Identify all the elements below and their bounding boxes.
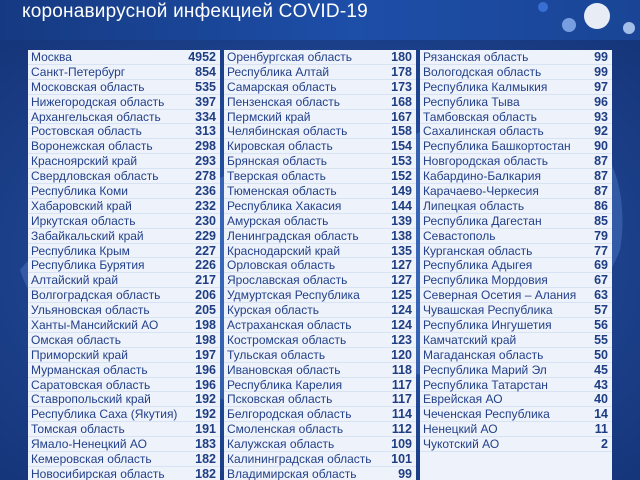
case-count: 56 <box>594 317 608 332</box>
region-name: Ямало-Ненецкий АО <box>31 437 147 452</box>
case-count: 206 <box>195 288 216 303</box>
table-row <box>224 184 416 199</box>
region-name: Брянская область <box>227 154 327 169</box>
case-count: 85 <box>594 213 608 228</box>
case-count: 79 <box>594 228 608 243</box>
region-name: Республика Дагестан <box>423 213 542 228</box>
case-count: 182 <box>195 466 216 480</box>
table-row <box>224 214 416 229</box>
table-row <box>224 348 416 363</box>
region-name: Ленинградская область <box>227 228 359 243</box>
region-name: Тверская область <box>227 169 326 184</box>
case-count: 125 <box>391 288 412 303</box>
region-name: Красноярский край <box>31 154 138 169</box>
region-name: Томская область <box>31 422 125 437</box>
case-count: 120 <box>391 347 412 362</box>
region-name: Свердловская область <box>31 169 159 184</box>
case-count: 92 <box>594 124 608 139</box>
region-name: Ивановская область <box>227 362 341 377</box>
table-row <box>28 184 220 199</box>
table-row <box>28 303 220 318</box>
case-count: 232 <box>195 198 216 213</box>
region-name: Курганская область <box>423 243 533 258</box>
case-count: 313 <box>195 124 216 139</box>
region-name: Сахалинская область <box>423 124 544 139</box>
table-row <box>420 437 612 452</box>
region-list <box>28 50 220 480</box>
case-count: 138 <box>391 228 412 243</box>
table-row <box>420 184 612 199</box>
case-count: 118 <box>391 362 412 377</box>
case-count: 196 <box>195 377 216 392</box>
table-row <box>28 422 220 437</box>
region-name: Калининградская область <box>227 452 372 466</box>
region-name: Республика Крым <box>31 243 130 258</box>
table-row <box>28 467 220 480</box>
region-name: Республика Башкортостан <box>423 139 571 154</box>
region-name: Московская область <box>31 79 145 94</box>
case-count: 101 <box>391 452 412 466</box>
case-count: 67 <box>594 273 608 288</box>
case-count: 154 <box>391 139 412 154</box>
region-name: Ханты-Мансийский АО <box>31 317 159 332</box>
region-name: Калужская область <box>227 437 335 452</box>
region-name: Забайкальский край <box>31 228 144 243</box>
region-list <box>224 50 416 480</box>
case-count: 127 <box>391 273 412 288</box>
table-row <box>28 378 220 393</box>
case-count: 196 <box>195 362 216 377</box>
case-count: 124 <box>391 303 412 318</box>
region-name: Ставропольский край <box>31 392 151 407</box>
table-row <box>224 392 416 407</box>
case-count: 99 <box>594 50 608 64</box>
table-row <box>224 303 416 318</box>
case-count: 77 <box>594 243 608 258</box>
region-name: Владимирская область <box>227 466 357 480</box>
table-row <box>28 95 220 110</box>
table-row <box>420 258 612 273</box>
case-count: 14 <box>594 407 608 422</box>
table-row <box>420 124 612 139</box>
table-row <box>28 169 220 184</box>
table-row <box>420 50 612 65</box>
table-row <box>28 437 220 452</box>
table-row <box>224 199 416 214</box>
region-name: Краснодарский край <box>227 243 341 258</box>
table-row <box>28 452 220 467</box>
case-count: 69 <box>594 258 608 273</box>
region-name: Приморский край <box>31 347 128 362</box>
region-column-2 <box>224 50 416 480</box>
table-row <box>224 378 416 393</box>
table-row <box>28 318 220 333</box>
case-count: 278 <box>195 169 216 184</box>
case-count: 158 <box>391 124 412 139</box>
virus-icon <box>562 18 576 32</box>
region-name: Воронежская область <box>31 139 153 154</box>
case-count: 535 <box>195 79 216 94</box>
case-count: 135 <box>391 243 412 258</box>
region-name: Магаданская область <box>423 347 544 362</box>
case-count: 236 <box>195 183 216 198</box>
case-count: 149 <box>391 183 412 198</box>
table-row <box>420 80 612 95</box>
region-name: Белгородская область <box>227 407 352 422</box>
table-row <box>28 65 220 80</box>
case-count: 99 <box>594 64 608 79</box>
region-name: Орловская область <box>227 258 336 273</box>
case-count: 397 <box>195 94 216 109</box>
table-row <box>224 50 416 65</box>
region-name: Республика Тыва <box>423 94 520 109</box>
table-row <box>28 214 220 229</box>
case-count: 117 <box>391 392 412 407</box>
region-name: Иркутская область <box>31 213 136 228</box>
region-name: Курская область <box>227 303 319 318</box>
case-count: 87 <box>594 183 608 198</box>
case-count: 230 <box>195 213 216 228</box>
case-count: 86 <box>594 198 608 213</box>
region-name: Чукотский АО <box>423 437 500 452</box>
table-row <box>224 229 416 244</box>
region-name: Самарская область <box>227 79 337 94</box>
region-name: Кабардино-Балкария <box>423 169 541 184</box>
case-count: 109 <box>391 437 412 452</box>
case-count: 192 <box>195 407 216 422</box>
region-name: Республика Хакасия <box>227 198 342 213</box>
table-row <box>28 258 220 273</box>
table-row <box>224 467 416 480</box>
table-row <box>224 318 416 333</box>
case-count: 173 <box>391 79 412 94</box>
region-name: Архангельская область <box>31 109 161 124</box>
table-row <box>224 452 416 467</box>
table-row <box>420 318 612 333</box>
table-row <box>28 229 220 244</box>
region-name: Тюменская область <box>227 183 337 198</box>
region-column-3 <box>420 50 612 480</box>
case-count: 192 <box>195 392 216 407</box>
table-row <box>28 110 220 125</box>
case-count: 96 <box>594 94 608 109</box>
region-name: Омская область <box>31 332 122 347</box>
case-count: 114 <box>391 407 412 422</box>
case-count: 93 <box>594 109 608 124</box>
region-name: Ярославская область <box>227 273 348 288</box>
case-count: 90 <box>594 139 608 154</box>
table-row <box>224 437 416 452</box>
case-count: 229 <box>195 228 216 243</box>
table-row <box>420 363 612 378</box>
case-count: 191 <box>195 422 216 437</box>
table-row <box>420 65 612 80</box>
table-row <box>420 273 612 288</box>
region-name: Республика Алтай <box>227 64 330 79</box>
table-row <box>420 392 612 407</box>
case-count: 197 <box>195 347 216 362</box>
region-name: Костромская область <box>227 332 347 347</box>
table-row <box>420 422 612 437</box>
region-name: Новосибирская область <box>31 466 165 480</box>
region-name: Камчатский край <box>423 332 517 347</box>
case-count: 183 <box>195 437 216 452</box>
region-name: Новгородская область <box>423 154 549 169</box>
case-count: 334 <box>195 109 216 124</box>
region-name: Рязанская область <box>423 50 529 64</box>
region-name: Чувашская Республика <box>423 303 553 318</box>
region-name: Чеченская Республика <box>423 407 550 422</box>
table-row <box>28 333 220 348</box>
table-row <box>224 154 416 169</box>
case-count: 205 <box>195 303 216 318</box>
table-row <box>224 124 416 139</box>
case-count: 217 <box>195 273 216 288</box>
table-row <box>224 80 416 95</box>
region-name: Республика Марий Эл <box>423 362 547 377</box>
table-row <box>28 407 220 422</box>
case-count: 293 <box>195 154 216 169</box>
region-name: Мурманская область <box>31 362 148 377</box>
region-name: Псковская область <box>227 392 333 407</box>
case-count: 227 <box>195 243 216 258</box>
table-row <box>224 288 416 303</box>
case-count: 87 <box>594 169 608 184</box>
region-name: Республика Карелия <box>227 377 343 392</box>
table-row <box>420 139 612 154</box>
region-name: Саратовская область <box>31 377 151 392</box>
case-count: 127 <box>391 258 412 273</box>
table-row <box>420 95 612 110</box>
region-name: Пермский край <box>227 109 311 124</box>
table-row <box>28 139 220 154</box>
table-row <box>420 348 612 363</box>
case-count: 2 <box>601 437 608 452</box>
region-name: Алтайский край <box>31 273 119 288</box>
case-count: 178 <box>391 64 412 79</box>
region-name: Челябинская область <box>227 124 348 139</box>
table-row <box>420 214 612 229</box>
table-row <box>224 139 416 154</box>
case-count: 55 <box>594 332 608 347</box>
table-row <box>420 169 612 184</box>
region-name: Республика Адыгея <box>423 258 533 273</box>
page-title: коронавирусной инфекцией COVID-19 <box>22 1 368 22</box>
region-name: Кировская область <box>227 139 333 154</box>
virus-icon <box>584 3 610 29</box>
region-name: Карачаево-Черкесия <box>423 183 539 198</box>
case-count: 180 <box>391 50 412 64</box>
case-count: 11 <box>594 422 608 437</box>
region-name: Ростовская область <box>31 124 142 139</box>
region-name: Волгоградская область <box>31 288 161 303</box>
case-count: 144 <box>391 198 412 213</box>
case-count: 182 <box>195 452 216 466</box>
table-row <box>28 348 220 363</box>
table-row <box>420 229 612 244</box>
virus-icon <box>623 22 635 34</box>
table-row <box>224 110 416 125</box>
table-row <box>28 80 220 95</box>
table-row <box>224 65 416 80</box>
case-count: 152 <box>391 169 412 184</box>
table-row <box>420 244 612 259</box>
region-name: Амурская область <box>227 213 329 228</box>
table-row <box>28 288 220 303</box>
table-row <box>420 407 612 422</box>
case-count: 63 <box>594 288 608 303</box>
case-count: 298 <box>195 139 216 154</box>
region-name: Оренбургская область <box>227 50 353 64</box>
case-count: 168 <box>391 94 412 109</box>
region-name: Нижегородская область <box>31 94 165 109</box>
region-name: Севастополь <box>423 228 496 243</box>
case-count: 4952 <box>188 50 216 64</box>
table-row <box>28 273 220 288</box>
region-name: Санкт-Петербург <box>31 64 126 79</box>
table-row <box>28 392 220 407</box>
case-count: 167 <box>391 109 412 124</box>
region-name: Пензенская область <box>227 94 341 109</box>
table-row <box>224 258 416 273</box>
region-column-1 <box>28 50 220 480</box>
case-count: 50 <box>594 347 608 362</box>
region-name: Хабаровский край <box>31 198 132 213</box>
table-row <box>224 407 416 422</box>
case-count: 153 <box>391 154 412 169</box>
table-row <box>224 95 416 110</box>
table-row <box>420 333 612 348</box>
case-count: 226 <box>195 258 216 273</box>
case-count: 99 <box>398 466 412 480</box>
region-name: Вологодская область <box>423 64 542 79</box>
table-row <box>420 378 612 393</box>
region-name: Липецкая область <box>423 198 525 213</box>
case-count: 854 <box>195 64 216 79</box>
table-row <box>224 363 416 378</box>
region-list <box>420 50 612 452</box>
region-name: Республика Саха (Якутия) <box>31 407 178 422</box>
table-row <box>28 124 220 139</box>
case-count: 43 <box>594 377 608 392</box>
table-row <box>224 244 416 259</box>
case-count: 87 <box>594 154 608 169</box>
case-count: 198 <box>195 317 216 332</box>
region-name: Смоленская область <box>227 422 344 437</box>
table-row <box>420 110 612 125</box>
case-count: 57 <box>594 303 608 318</box>
region-name: Ненецкий АО <box>423 422 498 437</box>
case-count: 40 <box>594 392 608 407</box>
table-row <box>28 199 220 214</box>
case-count: 112 <box>391 422 412 437</box>
region-name: Тамбовская область <box>423 109 537 124</box>
case-count: 97 <box>594 79 608 94</box>
case-count: 45 <box>594 362 608 377</box>
region-name: Удмуртская Республика <box>227 288 360 303</box>
table-row <box>224 273 416 288</box>
region-name: Республика Мордовия <box>423 273 548 288</box>
table-row <box>420 288 612 303</box>
table-row <box>224 333 416 348</box>
region-name: Ульяновская область <box>31 303 150 318</box>
table-row <box>420 303 612 318</box>
table-row <box>28 154 220 169</box>
case-count: 123 <box>391 332 412 347</box>
table-row <box>224 422 416 437</box>
table-row <box>28 244 220 259</box>
case-count: 117 <box>391 377 412 392</box>
region-name: Республика Коми <box>31 183 128 198</box>
case-count: 139 <box>391 213 412 228</box>
header-banner <box>0 0 640 40</box>
region-name: Москва <box>31 50 72 64</box>
case-count: 198 <box>195 332 216 347</box>
region-name: Северная Осетия – Алания <box>423 288 577 303</box>
table-row <box>224 169 416 184</box>
region-name: Республика Калмыкия <box>423 79 548 94</box>
case-count: 124 <box>391 317 412 332</box>
region-name: Республика Татарстан <box>423 377 548 392</box>
region-name: Кемеровская область <box>31 452 152 466</box>
region-name: Республика Бурятия <box>31 258 145 273</box>
table-row <box>420 199 612 214</box>
table-row <box>28 363 220 378</box>
table-row <box>420 154 612 169</box>
region-name: Тульская область <box>227 347 326 362</box>
virus-icon <box>538 2 548 12</box>
region-name: Астраханская область <box>227 317 352 332</box>
region-name: Республика Ингушетия <box>423 317 552 332</box>
table-row <box>28 50 220 65</box>
region-name: Еврейская АО <box>423 392 503 407</box>
